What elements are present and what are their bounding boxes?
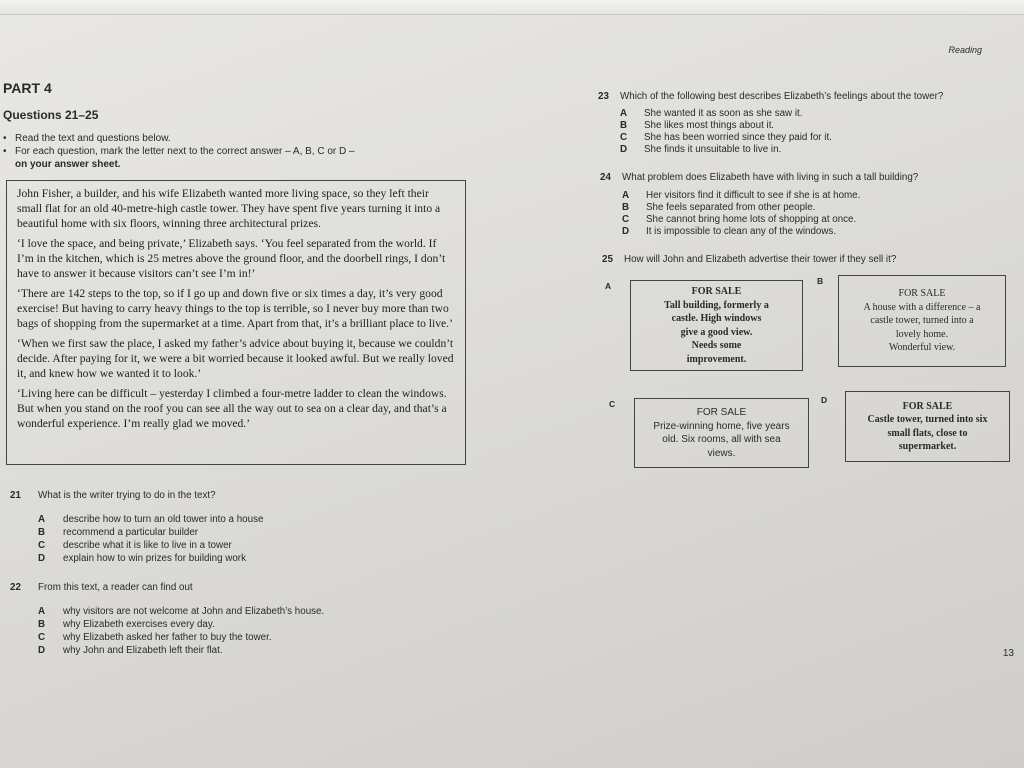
passage-paragraph-5: ‘Living here can be difficult – yesterday I climbed a four-metre ladder to clean the windows. But when you stand on the roof you can see all the way out to sea on a clear day, and that’s a wonderful experience. I’m really glad we moved.’ (17, 387, 447, 430)
passage-paragraph-2: ‘I love the space, and being private,’ Elizabeth says. ‘You feel separated from the world. If I’m in the kitchen, which is 25 metres above the ground floor, and the doorbell rings, I don’t have to answer it because visitors can’t see I’m in!’ (17, 237, 446, 280)
ad-line: Wonderful view. (888, 342, 956, 354)
question-text: What is the writer trying to do in the text? (38, 490, 216, 501)
ad-line: lovely home. (895, 328, 949, 340)
option-text: why John and Elizabeth left their flat. (63, 645, 223, 656)
option-letter: B (38, 527, 46, 538)
question-25 (602, 254, 982, 268)
option-text: explain how to win prizes for building work (63, 553, 246, 564)
option-c[interactable] (622, 214, 856, 225)
ad-line: improvement. (686, 353, 747, 365)
option-letter: D (620, 144, 628, 155)
passage-paragraph-4: ‘When we first saw the place, I asked my father’s advice about buying it, because we couldn’t decide. After paying for it, we were a bit worried because it looked awful. But we really loved it, and knew how we wanted it to look.’ (17, 337, 454, 380)
option-text: why visitors are not welcome at John and Elizabeth’s house. (63, 606, 325, 617)
option-letter: B (620, 120, 628, 131)
ad-option-c[interactable] (634, 398, 809, 468)
part-title: PART 4 (3, 80, 52, 96)
option-letter: C (38, 632, 46, 643)
option-letter: C (620, 132, 628, 143)
ad-title: FOR SALE (691, 286, 742, 297)
ad-line: Needs some (691, 340, 742, 351)
option-c[interactable] (38, 632, 272, 643)
section-header: Reading (948, 45, 982, 55)
option-a[interactable] (622, 190, 860, 201)
ad-line: Castle tower, turned into six (867, 414, 988, 425)
option-letter: A (38, 514, 46, 525)
passage-paragraph-1: John Fisher, a builder, and his wife Elizabeth wanted more living space, so they left their small flat for an old 40-metre-high castle tower. They have spent five years turning it into a beautiful home with six floors, winning three architectural prizes. (17, 187, 441, 230)
option-text: She has been worried since they paid for it. (644, 132, 832, 143)
ad-option-b[interactable] (838, 275, 1006, 367)
ad-b-letter: B (817, 276, 824, 286)
question-text: Which of the following best describes Elizabeth’s feelings about the tower? (620, 91, 944, 102)
option-letter: D (38, 553, 46, 564)
ad-option-d[interactable] (845, 391, 1010, 462)
option-letter: D (38, 645, 46, 656)
option-text: why Elizabeth exercises every day. (63, 619, 215, 630)
ad-a-letter: A (605, 281, 612, 291)
option-a[interactable] (620, 108, 802, 119)
option-a[interactable] (38, 514, 263, 525)
option-text: recommend a particular builder (63, 527, 199, 538)
question-text: How will John and Elizabeth advertise their tower if they sell it? (624, 254, 897, 265)
option-text: She cannot bring home lots of shopping at once. (646, 214, 857, 225)
question-24 (600, 172, 980, 238)
option-b[interactable] (622, 202, 815, 213)
question-text: What problem does Elizabeth have with living in such a tall building? (622, 172, 919, 183)
option-text: She finds it unsuitable to live in. (644, 144, 782, 155)
option-letter: D (622, 226, 630, 237)
option-letter: A (620, 108, 628, 119)
ad-line: supermarket. (898, 441, 957, 452)
option-d[interactable] (38, 645, 223, 656)
question-number: 25 (602, 254, 613, 265)
question-23 (598, 91, 978, 157)
option-text: She feels separated from other people. (646, 202, 816, 213)
option-d[interactable] (38, 553, 246, 564)
ad-d-letter: D (821, 395, 828, 405)
option-d[interactable] (622, 226, 836, 237)
ad-line: castle tower, turned into a (870, 315, 974, 327)
question-21 (10, 490, 430, 570)
ad-c-letter: C (609, 399, 616, 409)
left-column (3, 80, 473, 171)
option-c[interactable] (620, 132, 832, 143)
option-letter: A (622, 190, 630, 201)
option-text: Her visitors find it difficult to see if she is at home. (646, 190, 861, 201)
instruction-1: Read the text and questions below. (15, 133, 171, 144)
ad-line: A house with a difference – a (863, 301, 981, 313)
option-text: It is impossible to clean any of the windows. (646, 226, 837, 237)
option-text: describe what it is like to live in a tower (63, 540, 232, 551)
ad-line: castle. High windows (671, 313, 762, 324)
option-b[interactable] (38, 527, 198, 538)
page-top-edge (0, 0, 1024, 15)
option-c[interactable] (38, 540, 232, 551)
ad-line: views. (707, 447, 736, 459)
ad-line: give a good view. (680, 326, 753, 338)
ad-option-a[interactable] (630, 280, 803, 371)
option-text: She likes most things about it. (644, 120, 775, 131)
question-text: From this text, a reader can find out (38, 582, 193, 593)
option-a[interactable] (38, 606, 324, 617)
ad-line: Prize-winning home, five years (653, 420, 790, 432)
option-letter: C (38, 540, 46, 551)
option-b[interactable] (38, 619, 215, 630)
bullet-icon: • (3, 133, 7, 144)
option-d[interactable] (620, 144, 781, 155)
option-text: why Elizabeth asked her father to buy the tower. (63, 632, 272, 643)
option-text: She wanted it as soon as she saw it. (644, 108, 803, 119)
ad-line: small flats, close to (887, 427, 968, 439)
option-letter: C (622, 214, 630, 225)
question-number: 23 (598, 91, 609, 102)
ad-title: FOR SALE (696, 407, 747, 418)
ad-line: Tall building, formerly a (664, 299, 769, 311)
ad-title: FOR SALE (898, 288, 946, 300)
ad-title: FOR SALE (902, 400, 953, 412)
ad-line: old. Six rooms, all with sea (662, 434, 781, 445)
instructions (3, 132, 473, 171)
reading-passage (6, 180, 466, 465)
question-number: 22 (10, 582, 21, 593)
question-number: 24 (600, 172, 611, 183)
option-text: describe how to turn an old tower into a house (63, 514, 264, 525)
option-b[interactable] (620, 120, 774, 131)
question-number: 21 (10, 490, 21, 501)
instruction-2: For each question, mark the letter next to the correct answer – A, B, C or D – (15, 146, 355, 157)
bullet-icon: • (3, 146, 7, 157)
option-letter: A (38, 606, 46, 617)
option-letter: B (622, 202, 630, 213)
page-number: 13 (1002, 648, 1014, 659)
option-letter: B (38, 619, 46, 630)
passage-paragraph-3: ‘There are 142 steps to the top, so if I go up and down five or six times a day, it’s very good exercise! But having to carry heavy things to the top is terrible, so I never buy more than two bags of shopping from the supermarket at a time. Apart from that, it’s a brilliant place to live.’ (17, 287, 453, 330)
questions-range: Questions 21–25 (3, 108, 99, 122)
question-22 (10, 582, 430, 662)
instruction-2-continued: on your answer sheet. (15, 159, 121, 170)
